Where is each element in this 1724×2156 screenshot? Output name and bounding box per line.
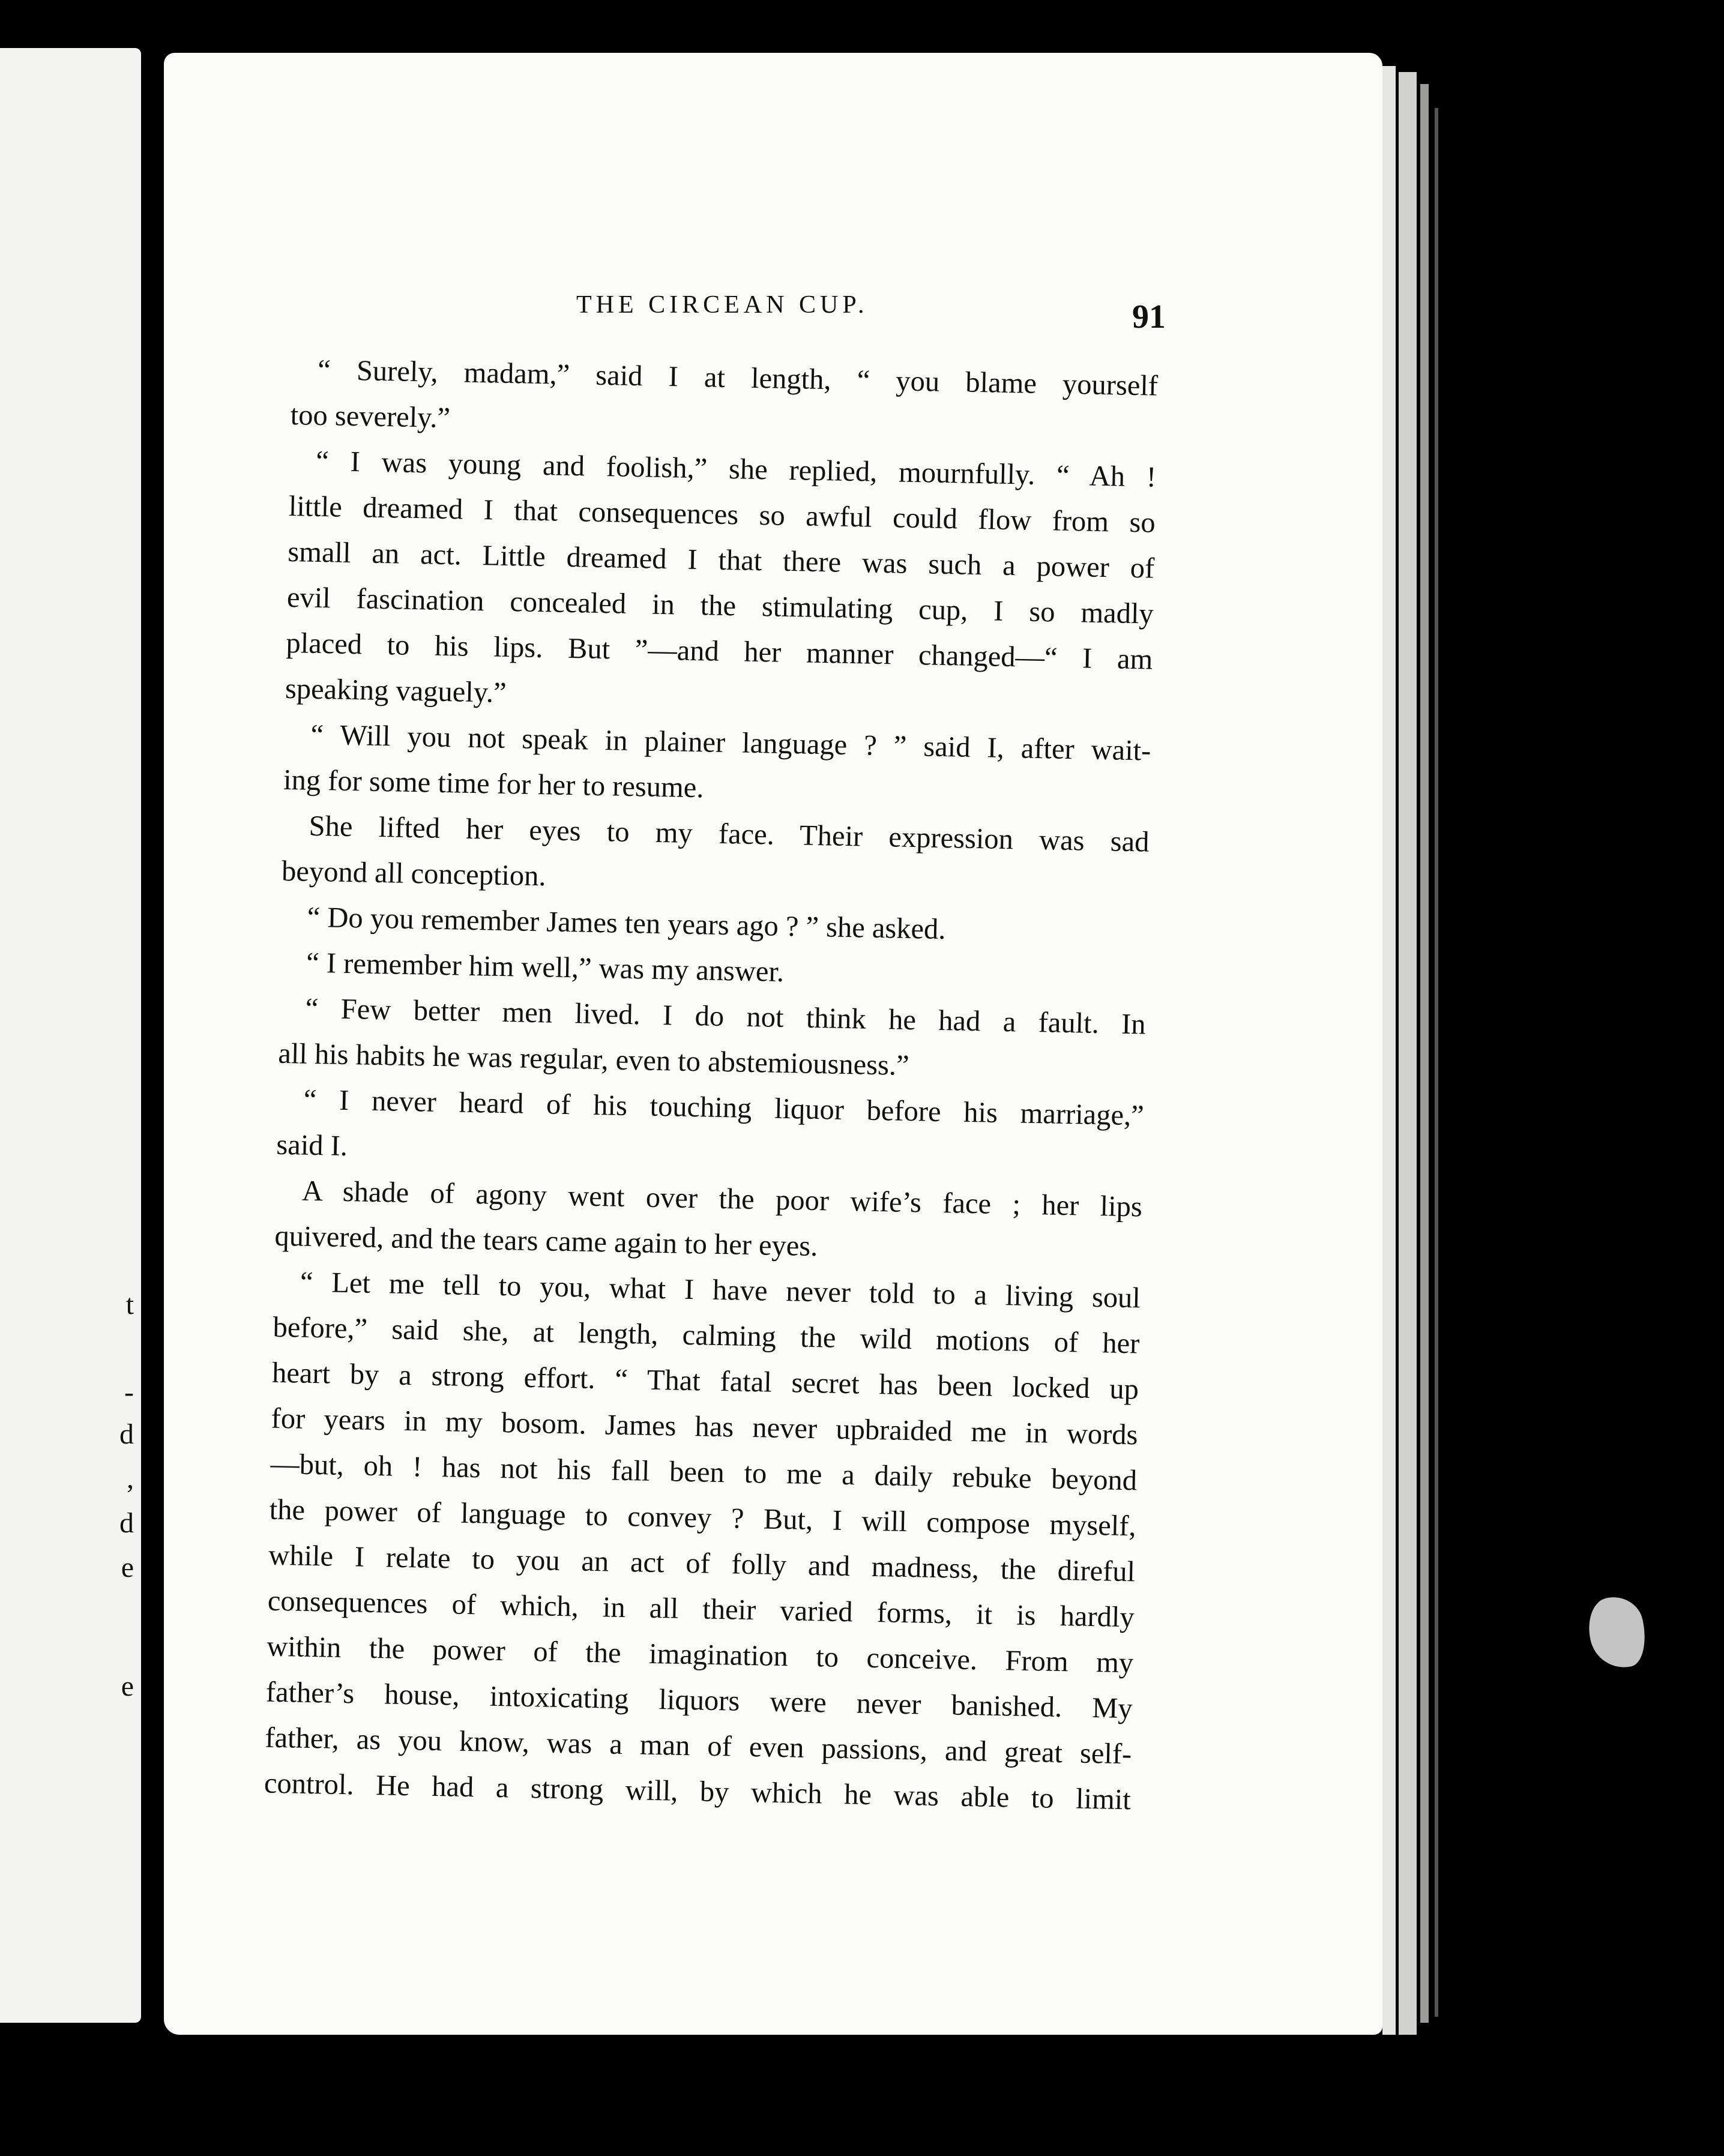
text-line: consequences of which, in all their varied forms, it is hardly — [267, 1585, 1135, 1634]
text-line: the power of language to convey ? But, I will compose myself, — [269, 1493, 1137, 1543]
left-fragment: e — [121, 1670, 134, 1702]
text-line: She lifted her eyes to my face. Their expression was sad — [309, 810, 1150, 858]
left-fragment: , — [127, 1463, 134, 1495]
text-line: —but, oh ! has not his fall been to me a daily rebuke beyond — [270, 1448, 1138, 1497]
text-line: within the power of the imagination to conceive. From my — [266, 1630, 1134, 1679]
text-line: beyond all conception. — [281, 855, 547, 893]
page-edge — [1399, 72, 1417, 2035]
text-line: “ Do you remember James ten years ago ? ” she asked. — [307, 901, 946, 946]
text-line: ing for some time for her to resume. — [283, 763, 704, 804]
text-line: “ Few better men lived. I do not think he had a fault. In — [305, 992, 1147, 1041]
text-line: quivered, and the tears came again to her eyes. — [274, 1220, 818, 1263]
text-line: heart by a strong effort. “ That fatal secret has been locked up — [271, 1357, 1139, 1406]
body-text — [264, 347, 1158, 1823]
text-line: speaking vaguely.” — [285, 672, 507, 709]
text-line: small an act. Little dreamed I that there was such a power of — [287, 535, 1155, 585]
left-fragment: e — [121, 1552, 134, 1583]
page-number: 91 — [1132, 298, 1166, 336]
text-line: “ I was young and foolish,” she replied, mournfully. “ Ah ! — [315, 445, 1157, 493]
text-line: A shade of agony went over the poor wife’s face ; her lips — [301, 1175, 1143, 1223]
text-line: “ Let me tell to you, what I have never told to a living soul — [300, 1266, 1141, 1314]
text-line: “ I remember him well,” was my answer. — [306, 947, 785, 988]
book-gutter — [141, 36, 164, 2047]
page-edge — [1420, 84, 1429, 2023]
running-head: THE CIRCEAN CUP. — [576, 291, 869, 319]
page-edge — [1382, 66, 1396, 2035]
left-fragment: t — [125, 1289, 134, 1320]
text-line: placed to his lips. But ”—and her manner changed—“ I am — [286, 627, 1153, 676]
text-line: control. He had a strong will, by which he was able to limit — [264, 1767, 1132, 1816]
text-line: “ Will you not speak in plainer language ? ” said I, after wait- — [310, 718, 1151, 767]
text-line: evil fascination concealed in the stimulating cup, I so madly — [286, 581, 1154, 630]
left-fragment: - — [124, 1376, 134, 1408]
page-edge — [1435, 108, 1438, 2017]
text-line: before,” said she, at length, calming the wild motions of her — [273, 1311, 1140, 1360]
scan-artifact — [1583, 1592, 1652, 1674]
left-page-text-fragments — [0, 48, 141, 2023]
left-facing-page — [0, 48, 141, 2023]
text-line: too severely.” — [290, 399, 451, 435]
text-line: all his habits he was regular, even to abstemiousness.” — [277, 1037, 910, 1082]
text-line: father, as you know, was a man of even passions, and great self- — [265, 1721, 1132, 1771]
left-fragment: d — [119, 1418, 134, 1450]
left-fragment: d — [119, 1507, 134, 1539]
text-line: for years in my bosom. James has never upbraided me in words — [271, 1402, 1138, 1451]
text-line: while I relate to you an act of folly and madness, the direful — [268, 1539, 1136, 1588]
text-line: little dreamed I that consequences so awful could flow from so — [288, 490, 1156, 539]
text-line: father’s house, intoxicating liquors were never banished. My — [265, 1676, 1133, 1725]
text-line: said I. — [276, 1128, 348, 1163]
text-line: “ I never heard of his touching liquor before his marriage,” — [303, 1083, 1145, 1132]
text-line: “ Surely, madam,” said I at length, “ you blame yourself — [317, 354, 1159, 402]
